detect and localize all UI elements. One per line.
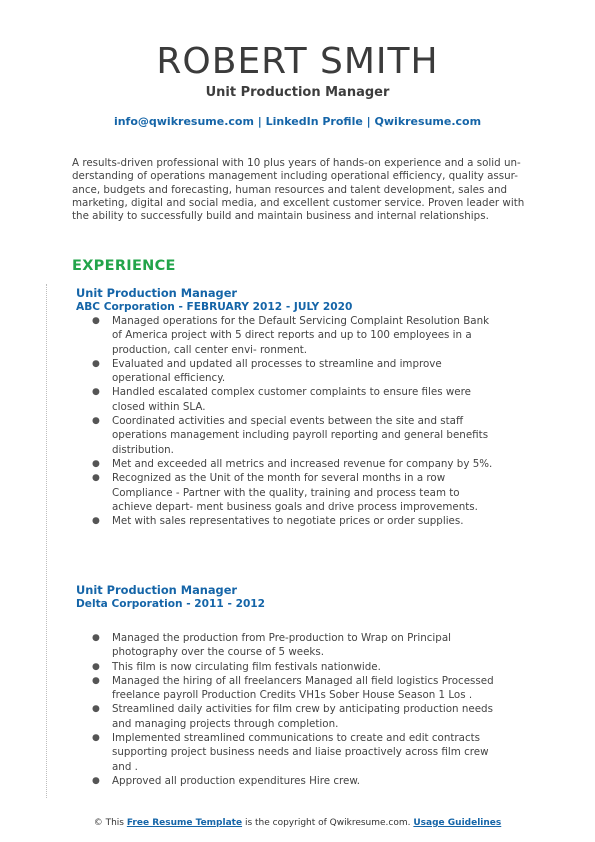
list-item: ● Managed the hiring of all freelancers Managed all field logistics Processed freelance payroll Production Credits VH1s Sober House Season 1 Los . — [92, 674, 494, 702]
contact-separator: | — [366, 115, 371, 128]
list-item: ● Managed the production from Pre-production to Wrap on Principal photography over the course of 5 weeks. — [92, 632, 451, 659]
list-item: ● Coordinated activities and special events between the site and staff operations management including payroll reporting and general benefits distribution. — [92, 415, 489, 456]
usage-guidelines-link[interactable]: Usage Guidelines — [413, 818, 502, 828]
contact-separator: | — [257, 115, 262, 128]
experience-heading: EXPERIENCE — [72, 258, 176, 274]
job-company-dates: ABC Corporation - FEBRUARY 2012 - JULY 2020 — [76, 301, 353, 313]
candidate-title: Unit Production Manager — [205, 85, 390, 100]
bullet-icon: ● — [92, 733, 100, 744]
list-item: ● Implemented streamlined communications to create and edit contracts supporting project business needs and liaise proactively across film crew and . — [92, 732, 489, 773]
list-item: ● Met and exceeded all metrics and increased revenue for company by 5%. — [92, 457, 493, 470]
list-item: ● Handled escalated complex customer complaints to ensure files were closed within SLA. — [92, 386, 471, 413]
free-resume-template-link[interactable]: Free Resume Template — [126, 818, 243, 828]
copyright-footer — [0, 818, 595, 828]
job-role: Unit Production Manager — [76, 286, 238, 300]
profile-summary: A results-driven professional with 10 plus years of hands-on experience and a solid un- derstanding of operations management including operational efficiency, quality assur- ance, budgets and forecasting, human resources and talent development, sales and marketing, digital and social media, and excellent customer service. Proven leader with the ability to successfully build and maintain business and internal relationships. — [72, 157, 525, 223]
bullet-icon: ● — [92, 704, 100, 715]
job-bullets — [76, 631, 516, 788]
bullet-icon: ● — [92, 416, 100, 427]
bullet-icon: ● — [92, 775, 100, 786]
job-entry-1 — [76, 286, 516, 528]
footer-middle: is the copyright of Qwikresume.com. — [244, 818, 411, 828]
bullet-icon: ● — [92, 675, 100, 686]
bullet-icon: ● — [92, 458, 100, 469]
candidate-name: ROBERT SMITH — [156, 41, 439, 82]
list-item: ● Met with sales representatives to negotiate prices or order supplies. — [92, 515, 464, 528]
list-item: ● This film is now circulating film festivals nationwide. — [92, 660, 381, 673]
contact-links — [0, 115, 595, 128]
list-item: ● Evaluated and updated all processes to streamline and improve operational efficiency. — [92, 357, 442, 385]
job-entry-2 — [76, 583, 516, 788]
bullet-icon: ● — [92, 358, 100, 369]
website-link[interactable]: Qwikresume.com — [374, 115, 482, 128]
list-item: ● Recognized as the Unit of the month for several months in a row Compliance - Partner with the quality, training and process team to achieve depart- ment business goals and drive process improvements. — [92, 472, 478, 513]
timeline-divider — [46, 284, 47, 798]
email-link[interactable]: info@qwikresume.com — [113, 115, 254, 128]
list-item: ● Streamlined daily activities for film crew by anticipating production needs and managing projects through completion. — [92, 703, 493, 730]
job-bullets — [76, 314, 516, 528]
footer-prefix: © This — [93, 818, 124, 828]
bullet-icon: ● — [92, 473, 100, 484]
list-item: ● Approved all production expenditures Hire crew. — [92, 774, 361, 787]
bullet-icon: ● — [92, 633, 100, 643]
bullet-icon: ● — [92, 387, 100, 398]
linkedin-link[interactable]: LinkedIn Profile — [265, 115, 363, 128]
job-company-dates: Delta Corporation - 2011 - 2012 — [76, 598, 266, 610]
bullet-icon: ● — [92, 516, 100, 527]
bullet-icon: ● — [92, 661, 100, 672]
bullet-icon: ● — [92, 316, 100, 326]
list-item: ● Managed operations for the Default Servicing Complaint Resolution Bank of America project with 5 direct reports and up to 100 employees in a production, call center envi- ronment. — [92, 315, 490, 356]
job-role: Unit Production Manager — [76, 583, 238, 597]
